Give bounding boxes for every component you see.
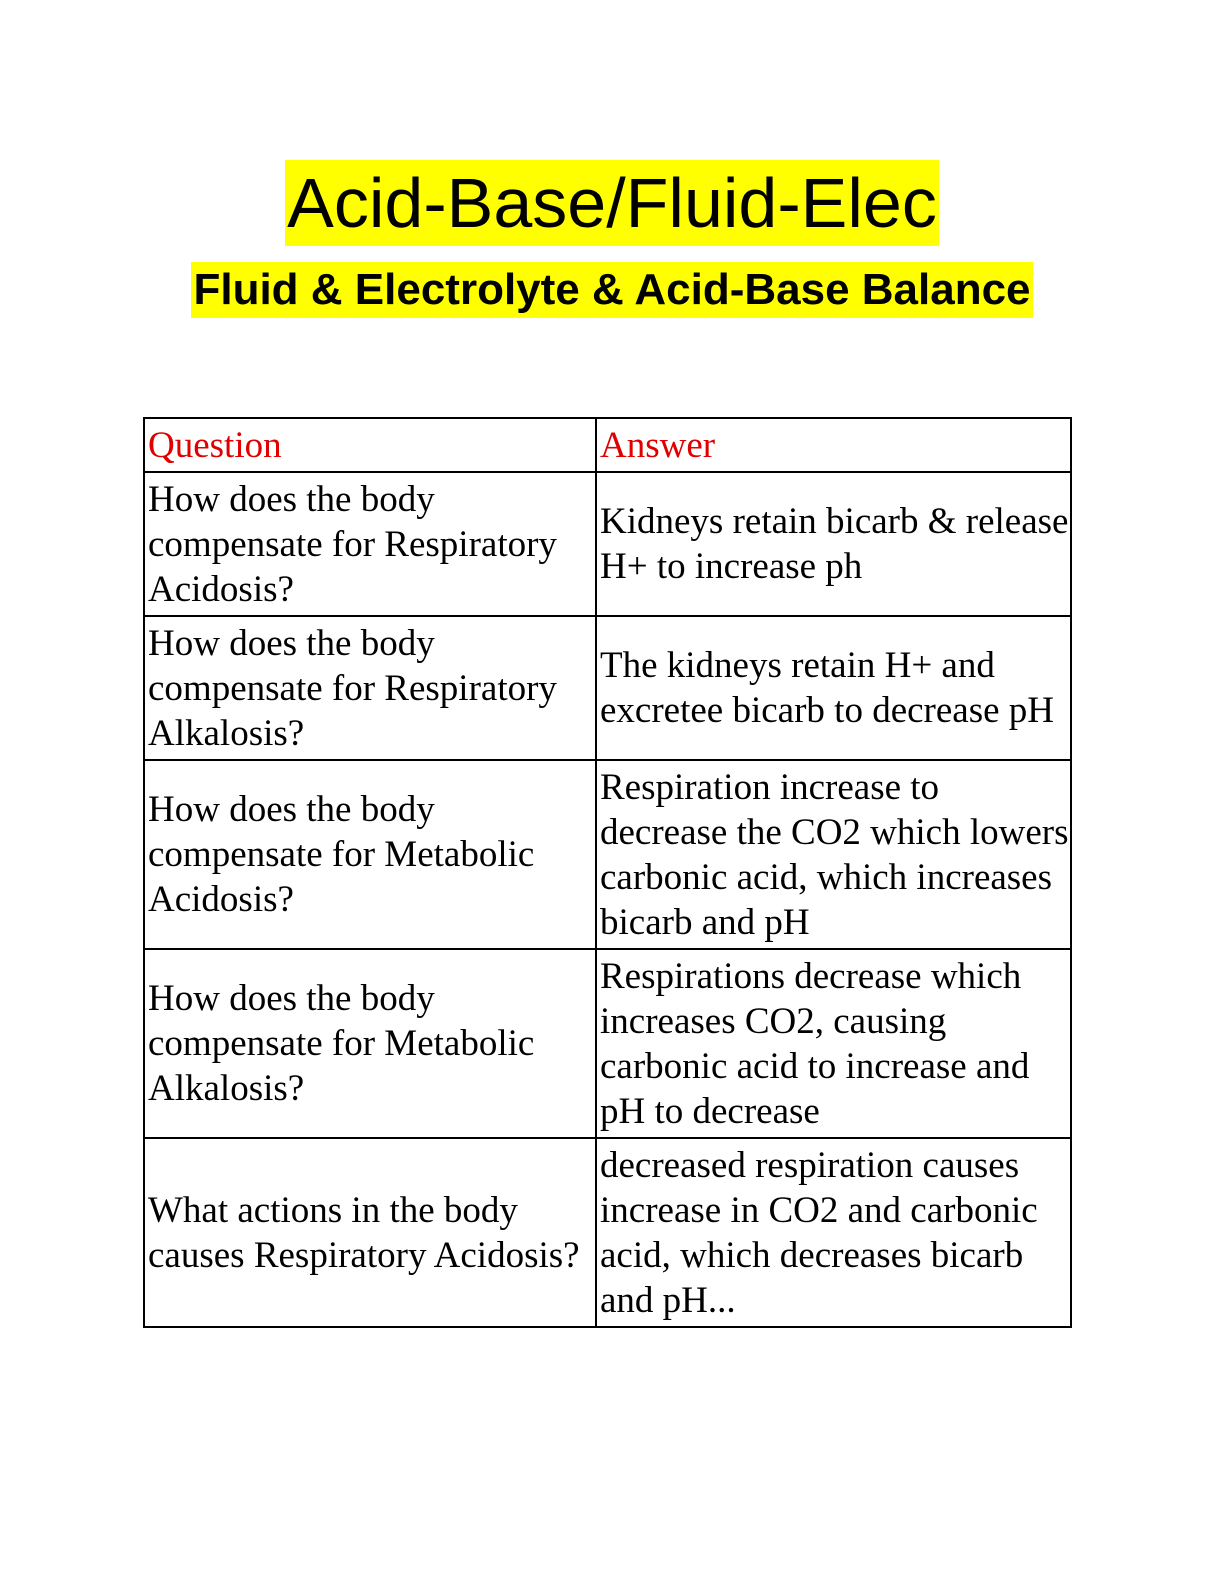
question-cell: How does the body compensate for Metabolic Alkalosis?	[144, 949, 596, 1138]
document-subtitle: Fluid & Electrolyte & Acid-Base Balance	[191, 262, 1032, 318]
table-header-row	[144, 418, 1071, 472]
answer-cell: Respiration increase to decrease the CO2 which lowers carbonic acid, which increases bicarb and pH	[596, 760, 1071, 949]
answer-cell: decreased respiration causes increase in CO2 and carbonic acid, which decreases bicarb and pH...	[596, 1138, 1071, 1327]
table-row	[144, 760, 1071, 949]
table-row	[144, 1138, 1071, 1327]
question-cell: What actions in the body causes Respiratory Acidosis?	[144, 1138, 596, 1327]
header-answer: Answer	[596, 418, 1071, 472]
answer-cell: The kidneys retain H+ and excretee bicarb to decrease pH	[596, 616, 1071, 760]
header-question: Question	[144, 418, 596, 472]
answer-cell: Kidneys retain bicarb & release H+ to increase ph	[596, 472, 1071, 616]
answer-cell: Respirations decrease which increases CO2, causing carbonic acid to increase and pH to decrease	[596, 949, 1071, 1138]
document-title-block	[0, 160, 1224, 246]
document-title: Acid-Base/Fluid-Elec	[285, 160, 939, 246]
document-subtitle-block	[0, 262, 1224, 318]
table-row	[144, 472, 1071, 616]
question-cell: How does the body compensate for Respiratory Alkalosis?	[144, 616, 596, 760]
question-cell: How does the body compensate for Metabolic Acidosis?	[144, 760, 596, 949]
table-row	[144, 949, 1071, 1138]
question-cell: How does the body compensate for Respiratory Acidosis?	[144, 472, 596, 616]
qa-table	[143, 417, 1072, 1328]
table-row	[144, 616, 1071, 760]
